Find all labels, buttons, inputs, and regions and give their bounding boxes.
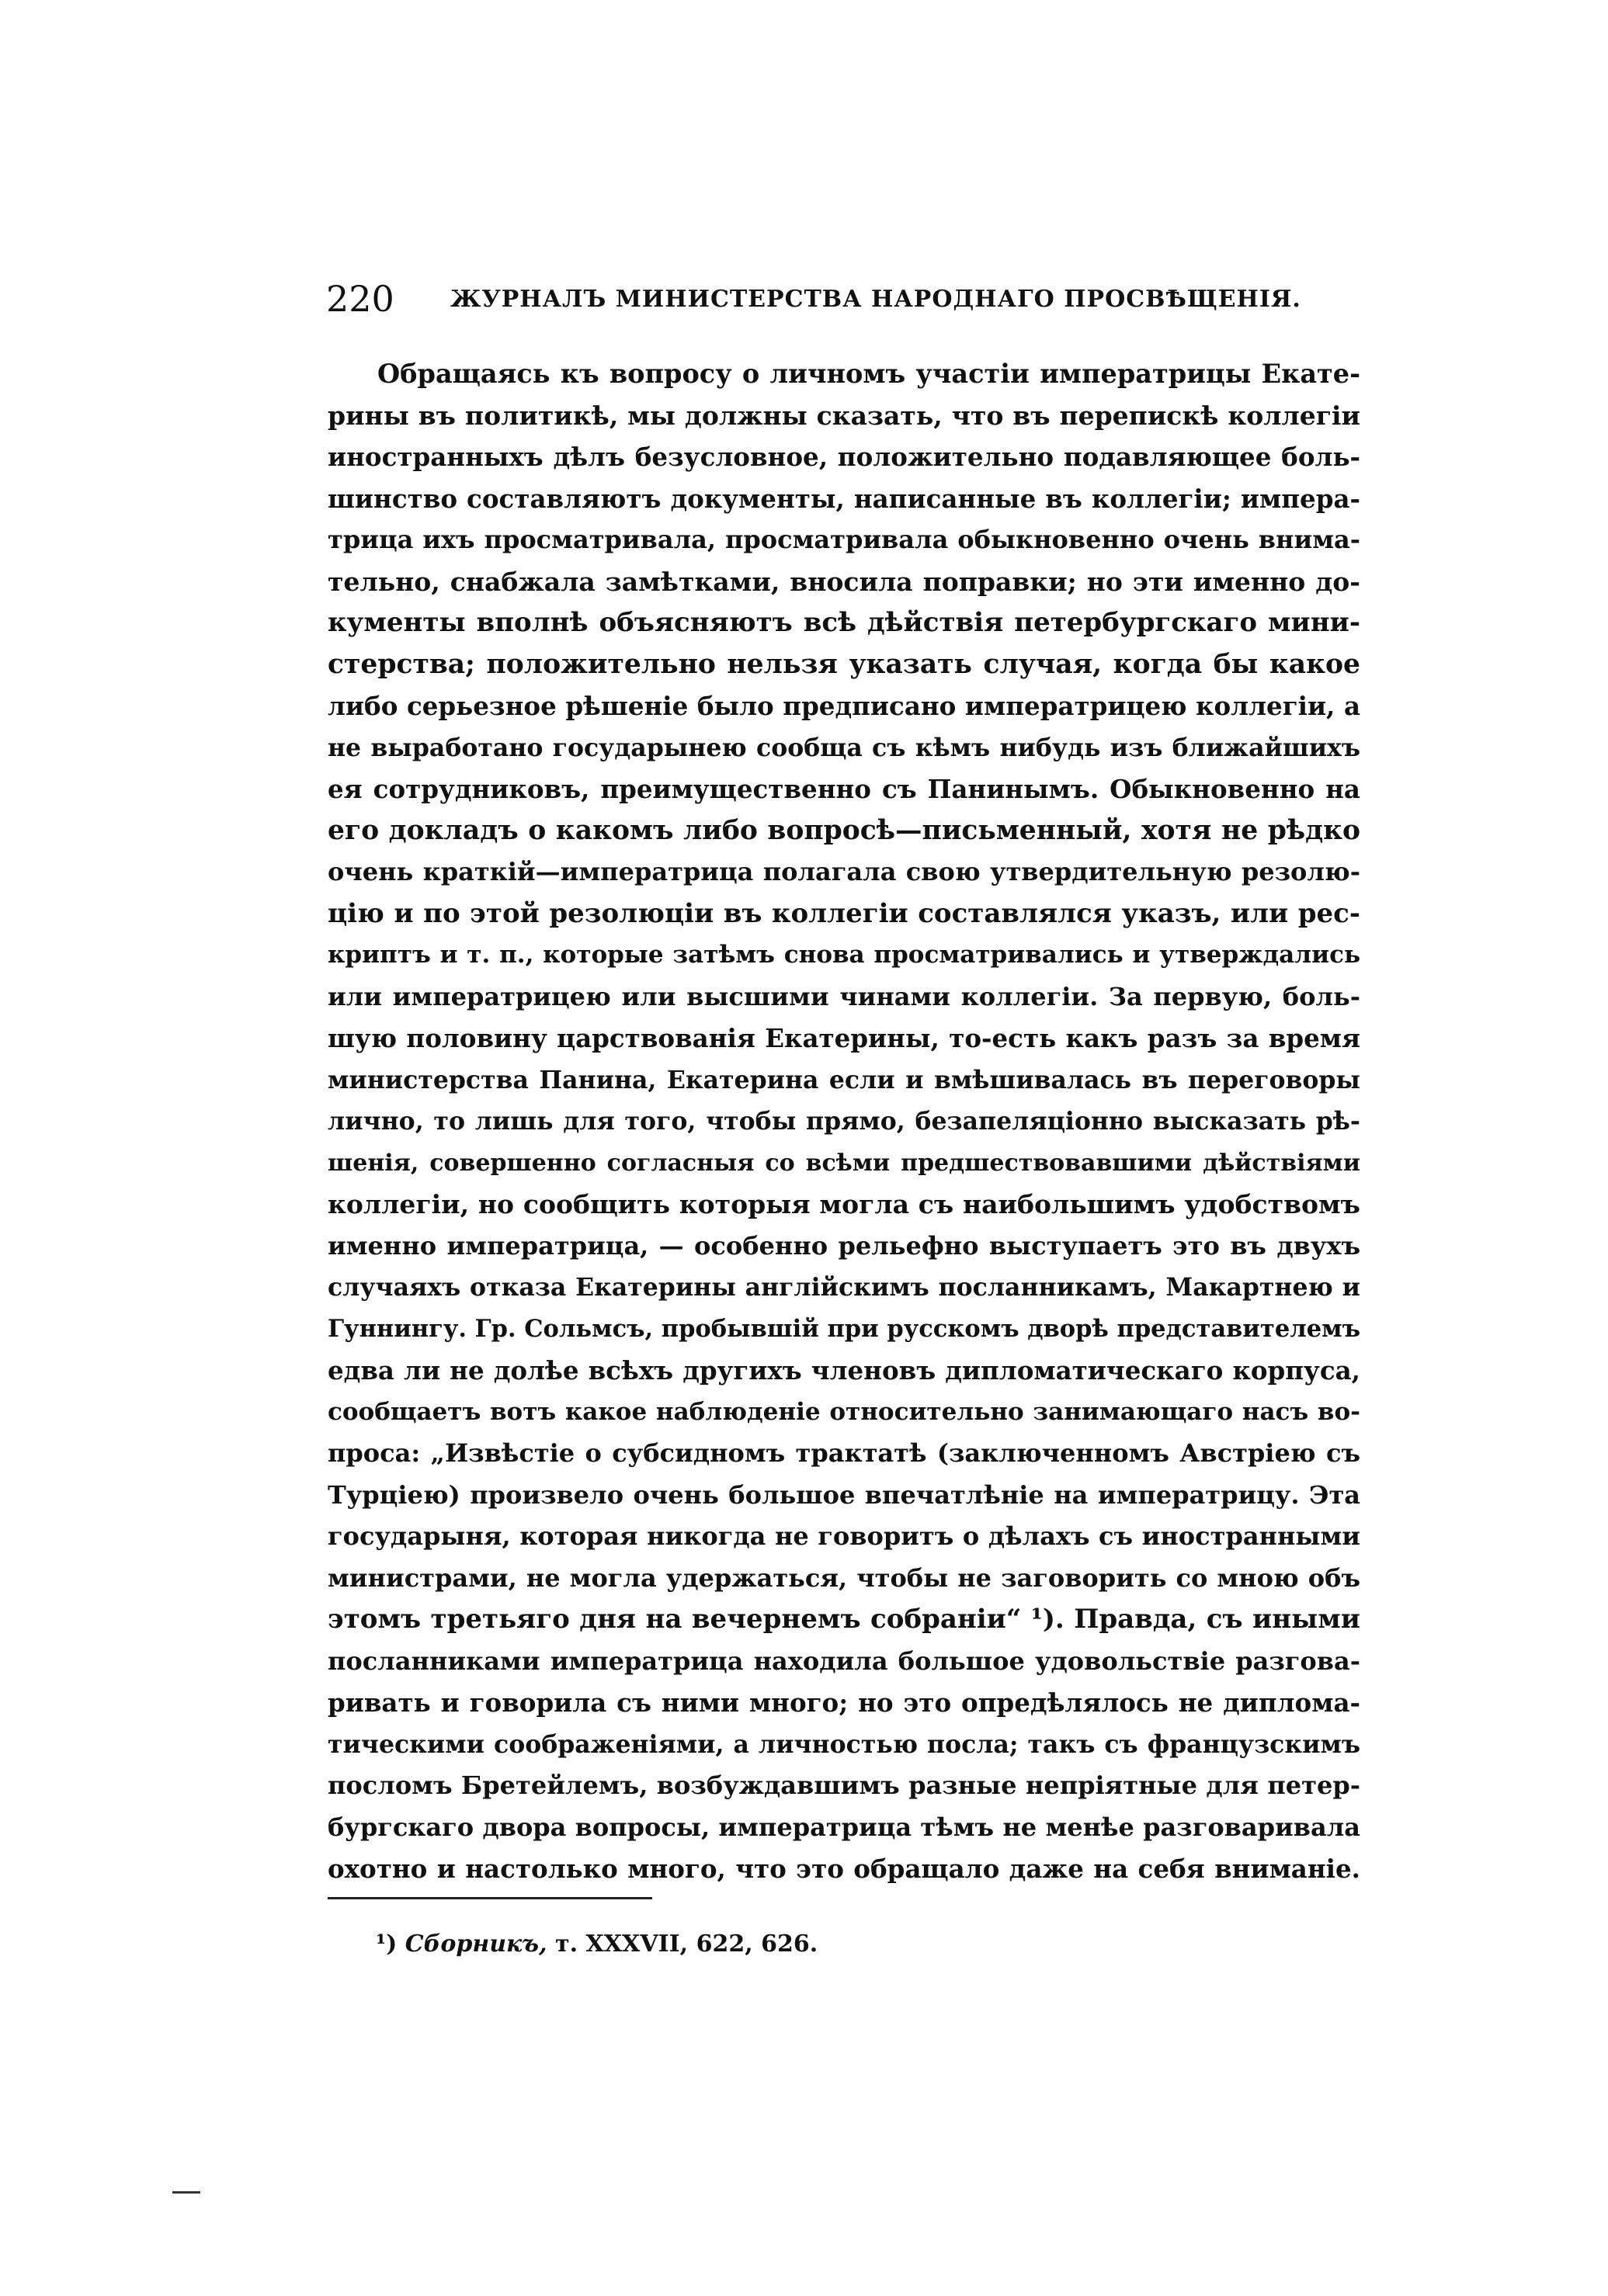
- text-line: посломъ Бретейлемъ, возбуждавшимъ разные непріятные для петер-: [328, 1771, 1360, 1800]
- text-line: иностранныхъ дѣлъ безусловное, положительно подавляющее боль-: [328, 442, 1360, 472]
- text-line: не выработано государынею сообща съ кѣмъ нибудь изъ ближайшихъ: [328, 733, 1360, 762]
- footnote: [376, 1925, 818, 1964]
- text-line: именно императрица, — особенно рельефно выступаетъ это въ двухъ: [328, 1230, 1360, 1261]
- text-line: этомъ третьяго дня на вечернемъ собраніи“ ¹). Правда, съ иными: [328, 1604, 1360, 1635]
- running-head: [326, 276, 1359, 322]
- footnote-reference: т. XXXVII, 622, 626.: [555, 1930, 818, 1958]
- text-line: тическими соображеніями, а личностью посла; такъ съ французскимъ: [328, 1729, 1360, 1759]
- text-line: Обращаясь къ вопросу о личномъ участіи императрицы Екате-: [377, 359, 1360, 389]
- text-line: стерства; положительно нельзя указать случая, когда бы какое: [328, 648, 1360, 680]
- text-line: шую половину царствованія Екатерины, то-есть какъ разъ за время: [328, 1023, 1360, 1053]
- body-paragraph: [328, 353, 1360, 1890]
- text-line: трица ихъ просматривала, просматривала обыкновенно очень внима-: [328, 525, 1360, 554]
- text-line: кументы вполнѣ объясняютъ всѣ дѣйствія петербургскаго мини-: [328, 607, 1360, 638]
- text-line: случаяхъ отказа Екатерины англійскимъ посланникамъ, Макартнею и: [328, 1273, 1360, 1302]
- footnote-marker: ¹): [376, 1930, 398, 1958]
- text-line: его докладъ о какомъ либо вопросѣ—письменный, хотя не рѣдко: [328, 814, 1360, 846]
- text-line: либо серьезное рѣшеніе было предписано императрицею коллегіи, а: [328, 691, 1360, 721]
- text-line: ривать и говорила съ ними много; но это опредѣлялось не диплома-: [328, 1687, 1360, 1718]
- text-line: шенія, совершенно согласныя со всѣми предшествовавшими дѣйствіями: [328, 1149, 1360, 1177]
- text-line: очень краткій—императрица полагала свою утвердительную резолю-: [328, 857, 1360, 886]
- text-line: коллегіи, но сообщить которыя могла съ наибольшимъ удобствомъ: [328, 1189, 1360, 1219]
- text-line: министерства Панина, Екатерина если и вмѣшивалась въ переговоры: [328, 1065, 1360, 1094]
- text-line: бургскаго двора вопросы, императрица тѣмъ не менѣе разговаривала: [328, 1812, 1360, 1842]
- footnote-source: Сборникъ,: [405, 1930, 547, 1958]
- journal-title: ЖУРНАЛЪ МИНИСТЕРСТВА НАРОДНАГО ПРОСВѢЩЕНІЯ.: [450, 286, 1301, 313]
- text-line: министрами, не могла удержаться, чтобы не заговорить со мною объ: [328, 1562, 1360, 1593]
- text-line: Турціею) произвело очень большое впечатлѣніе на императрицу. Эта: [328, 1479, 1360, 1510]
- text-line: тельно, снабжала замѣтками, вносила поправки; но эти именно до-: [328, 566, 1360, 597]
- text-line: криптъ и т. п., которые затѣмъ снова просматривались и утверждались: [328, 941, 1360, 969]
- text-line: посланниками императрица находила большое удовольствіе разгова-: [328, 1646, 1360, 1676]
- page-number: 220: [326, 278, 394, 320]
- scan-mark: [172, 2191, 200, 2194]
- text-line: цію и по этой резолюціи въ коллегіи составлялся указъ, или рес-: [328, 897, 1360, 929]
- text-line: ея сотрудниковъ, преимущественно съ Панинымъ. Обыкновенно на: [328, 774, 1360, 804]
- text-line: рины въ политикѣ, мы должны сказать, что въ перепискѣ коллегіи: [328, 400, 1360, 431]
- text-line: Гуннингу. Гр. Сольмсъ, пробывшій при русскомъ дворѣ представителемъ: [328, 1314, 1360, 1343]
- text-line: охотно и настолько много, что это обращало даже на себя вниманіе.: [328, 1854, 1360, 1884]
- text-line: лично, то лишь для того, чтобы прямо, безапеляціонно высказать рѣ-: [328, 1107, 1360, 1136]
- text-line: или императрицею или высшими чинами коллегіи. За первую, боль-: [328, 981, 1360, 1011]
- text-line: государыня, которая никогда не говоритъ о дѣлахъ съ иностранными: [328, 1521, 1360, 1551]
- text-line: едва ли не долѣе всѣхъ другихъ членовъ дипломатическаго корпуса,: [328, 1355, 1360, 1386]
- text-line: проса: „Извѣстіе о субсидномъ трактатѣ (заключенномъ Австріею съ: [328, 1438, 1360, 1468]
- text-line: сообщаетъ вотъ какое наблюденіе относительно занимающаго насъ во-: [328, 1397, 1360, 1426]
- footnote-divider: [328, 1897, 652, 1899]
- text-line: шинство составляютъ документы, написанные въ коллегіи; импера-: [328, 483, 1360, 514]
